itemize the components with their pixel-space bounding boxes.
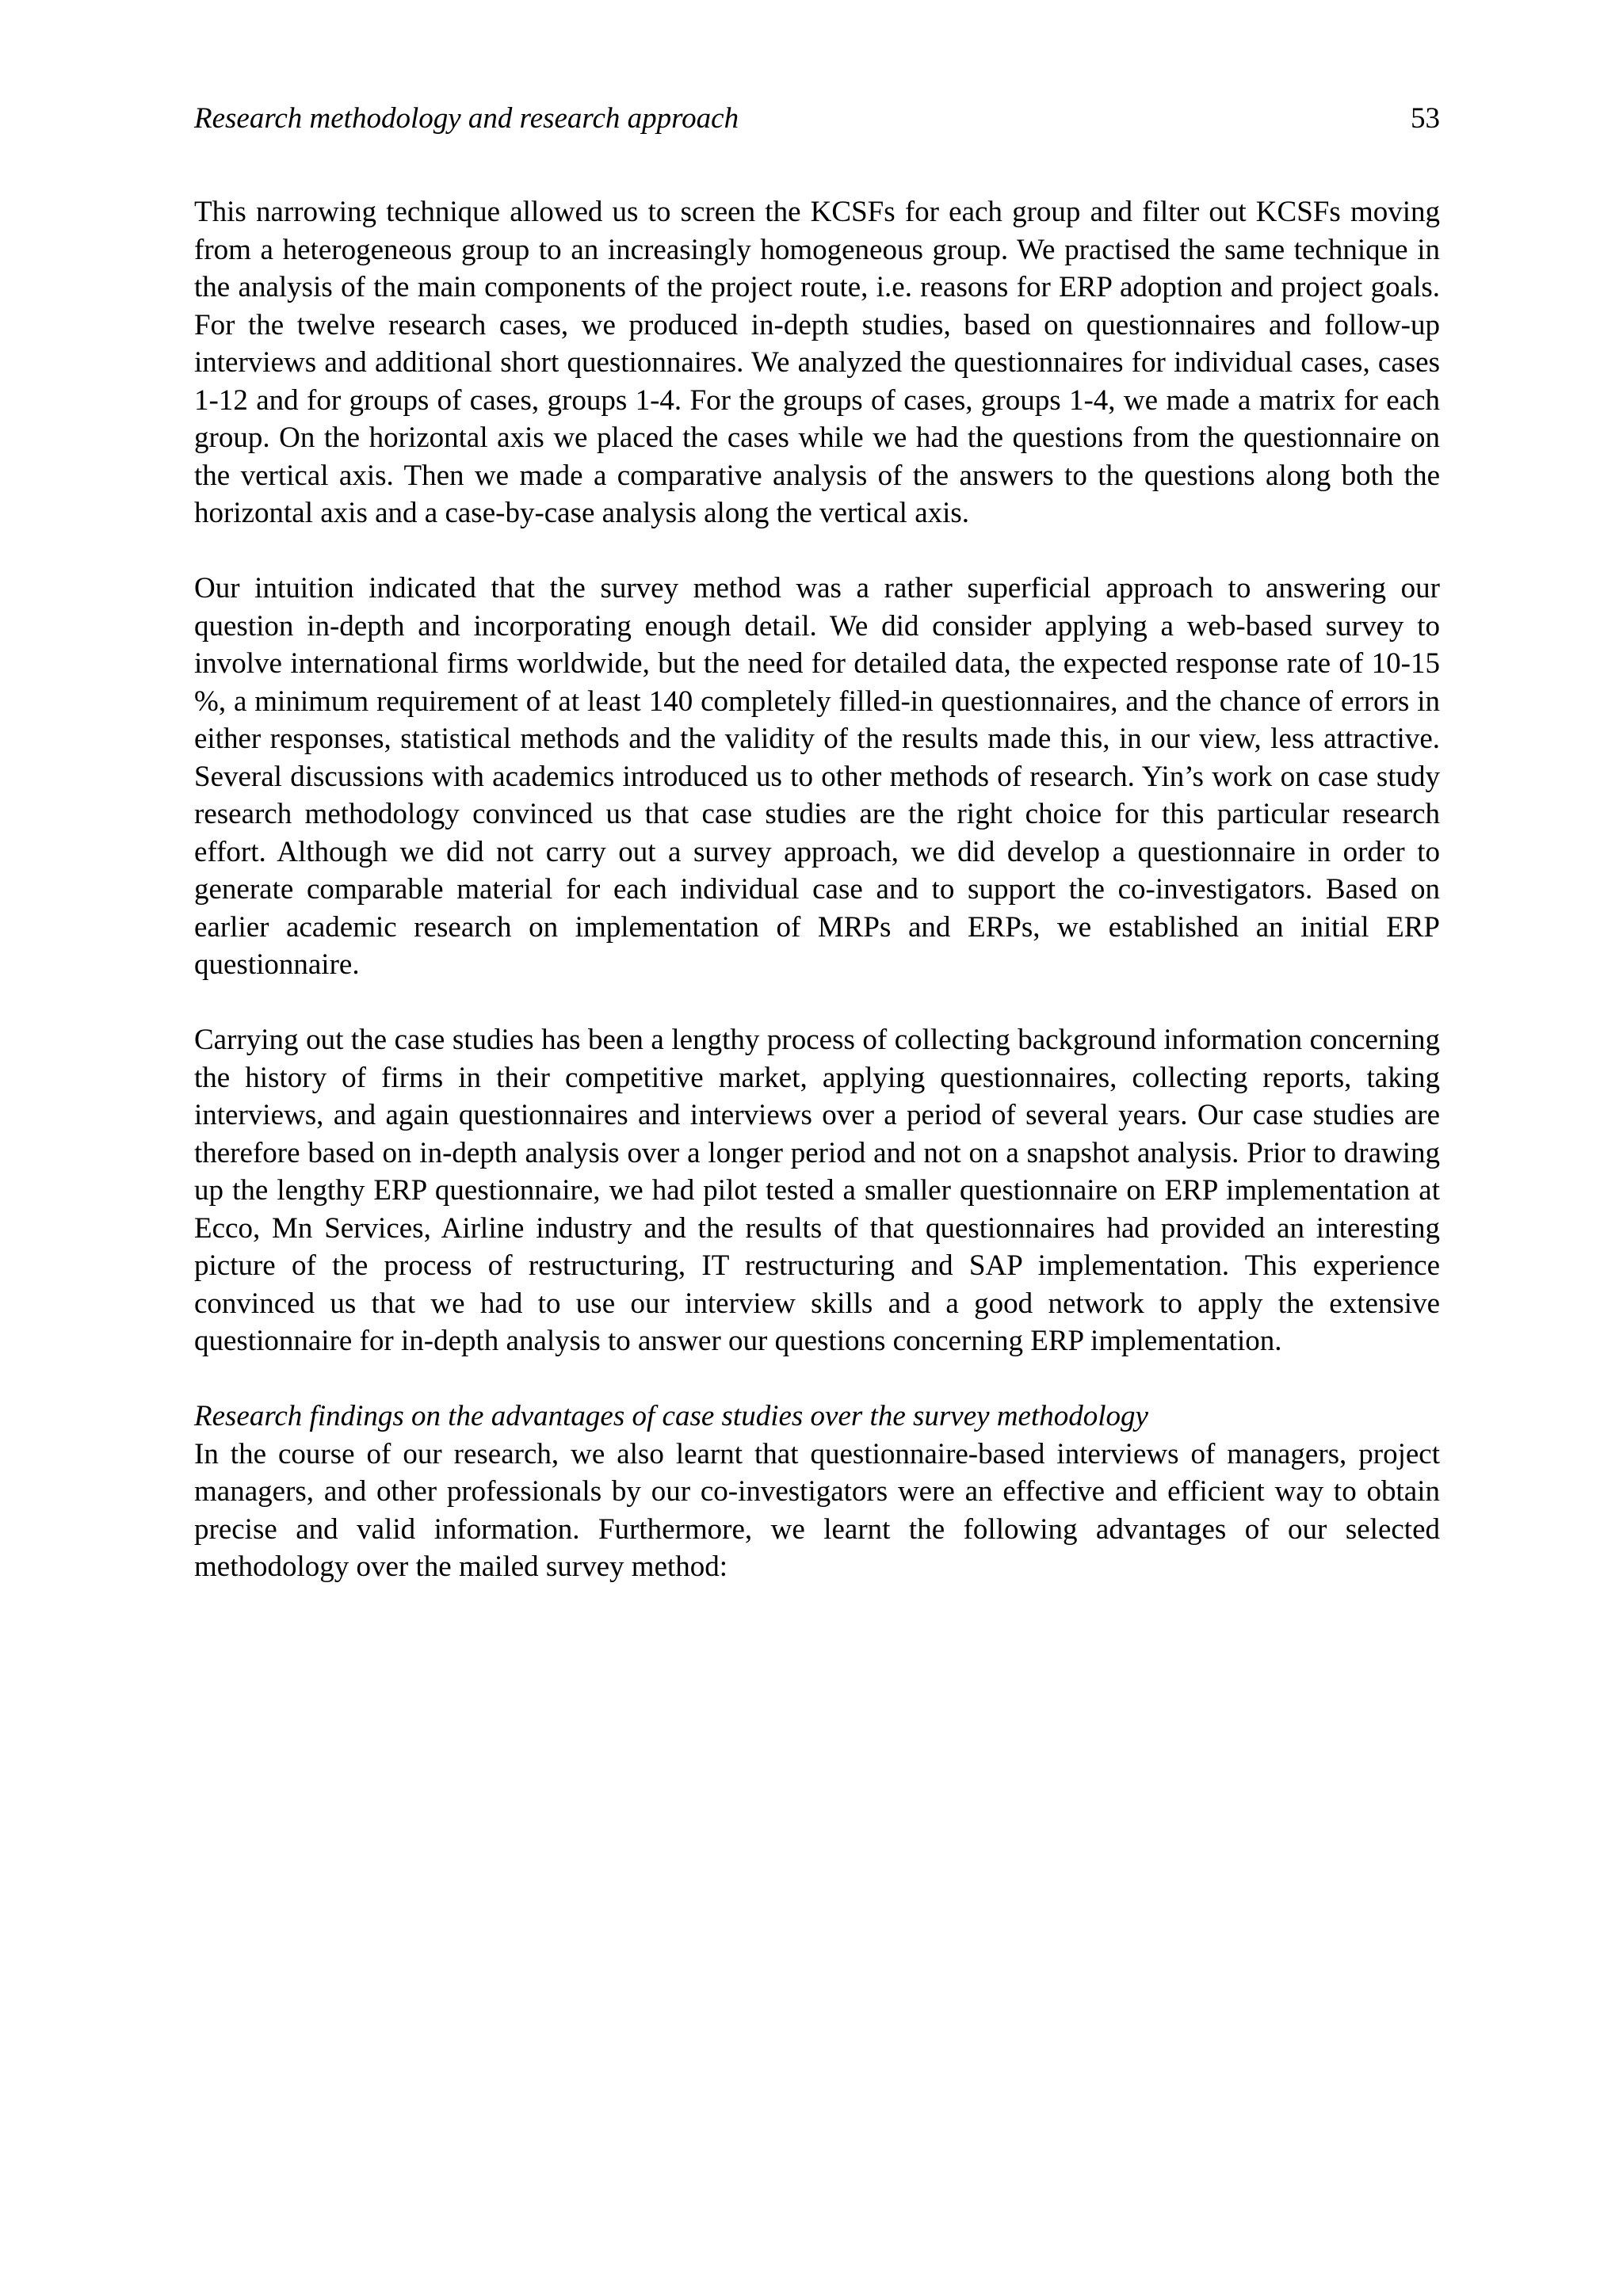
page-number: 53 bbox=[1411, 102, 1440, 135]
paragraph-survey-method: Our intuition indicated that the survey method was a rather superficial approach to answering our question in-depth and incorporating enough detail. We did consider applying a web-based survey to involve international firms worldwide, but the need for detailed data, the expected response rate of 10-15 %, a minimum requirement of at least 140 completely filled-in questionnaires, and the chance of errors in either responses, statistical methods and the validity of the results made this, in our view, less attractive. Several discussions with academics introduced us to other methods of research. Yin’s work on case study research methodology convinced us that case studies are the right choice for this particular research effort. Although we did not carry out a survey approach, we did develop a questionnaire in order to generate comparable material for each individual case and to support the co-investigators. Based on earlier academic research on implementation of MRPs and ERPs, we established an initial ERP questionnaire. bbox=[194, 572, 1440, 981]
section-heading: Research findings on the advantages of case studies over the survey methodology bbox=[194, 1400, 1148, 1432]
paragraph-case-studies-process: Carrying out the case studies has been a lengthy process of collecting background information concerning the history of firms in their competitive market, applying questionnaires, collecting reports, taking interviews, and again questionnaires and interviews over a period of several years. Our case studies are therefore based on in-depth analysis over a longer period and not on a snapshot analysis. Prior to drawing up the lengthy ERP questionnaire, we had pilot tested a smaller questionnaire on ERP implementation at Ecco, Mn Services, Airline industry and the results of that questionnaires had provided an interesting picture of the process of restructuring, IT restructuring and SAP implementation. This experience convinced us that we had to use our interview skills and a good network to apply the extensive questionnaire for in-depth analysis to answer our questions concerning ERP implementation. bbox=[194, 1024, 1440, 1357]
body-text bbox=[194, 193, 1440, 1586]
paragraph-research-findings: In the course of our research, we also learnt that questionnaire-based interviews of managers, project managers, and other professionals by our co-investigators were an effective and efficient way to obtain precise and valid information. Furthermore, we learnt the following advantages of our selected methodology over the mailed survey method: bbox=[194, 1437, 1440, 1583]
running-title: Research methodology and research approach bbox=[194, 102, 739, 135]
paragraph-narrowing-technique: This narrowing technique allowed us to screen the KCSFs for each group and filter out KCSFs moving from a heterogeneous group to an increasingly homogeneous group. We practised the same technique in the analysis of the main components of the project route, i.e. reasons for ERP adoption and project goals. For the twelve research cases, we produced in-depth studies, based on questionnaires and follow-up interviews and additional short questionnaires. We analyzed the questionnaires for individual cases, cases 1-12 and for groups of cases, groups 1-4. For the groups of cases, groups 1-4, we made a matrix for each group. On the horizontal axis we placed the cases while we had the questions from the questionnaire on the vertical axis. Then we made a comparative analysis of the answers to the questions along both the horizontal axis and a case-by-case analysis along the vertical axis. bbox=[194, 196, 1440, 529]
running-header bbox=[194, 97, 1440, 141]
